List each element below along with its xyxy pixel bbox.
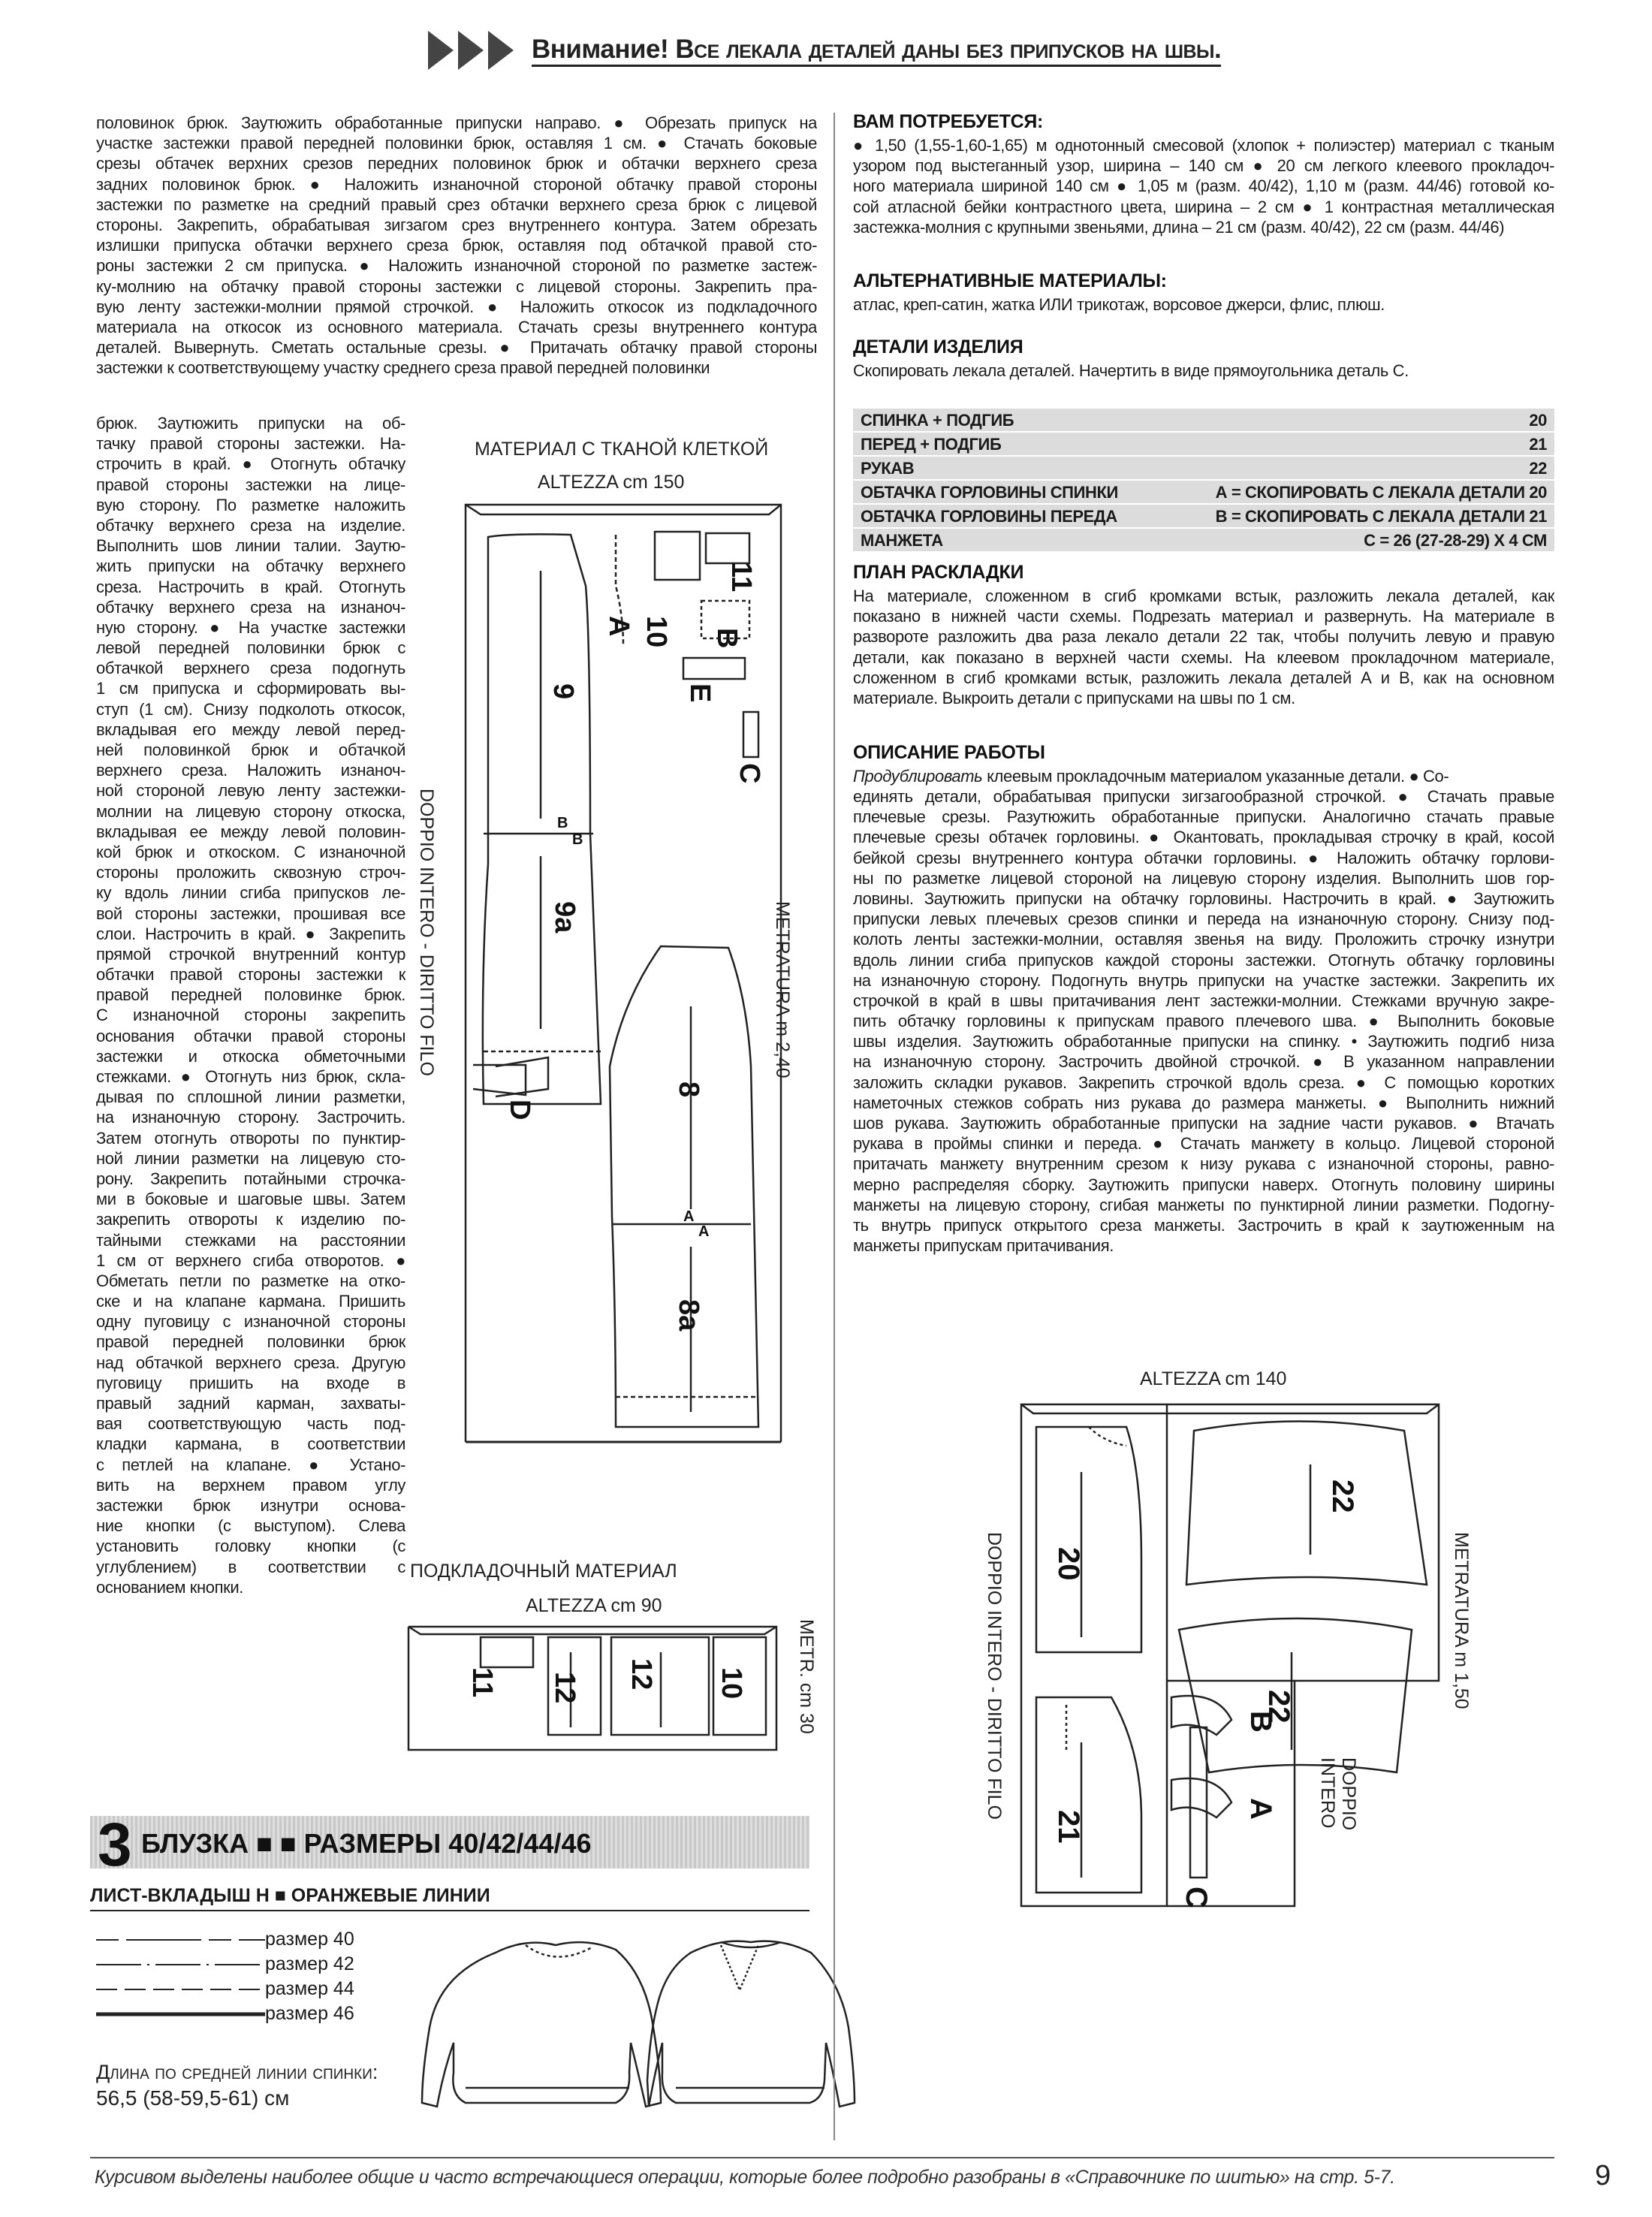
text-line: вую сторону. По разметке наложить (96, 495, 405, 514)
footer-divider (90, 2157, 1554, 2158)
text-line: обтачку верхнего среза на изнаноч- (96, 597, 405, 617)
table-cell-value: С = 26 (27-28-29) Х 4 СМ (1364, 531, 1547, 550)
piece-B: B (711, 628, 743, 649)
mark-B: B (572, 831, 583, 848)
text-line: пуговицу пришить на входе в (96, 1373, 405, 1392)
blouse-piece-A: A (1244, 1798, 1277, 1820)
text-line: наметочных стежков собрать низ рукава до размера манжеты. ● Выполнить нижний (853, 1093, 1554, 1112)
text-line: основанием кнопки. (96, 1577, 243, 1597)
text-line: плечевые срезы обтачек горловины. ● Окантовать, прокладывая строчку в край, косой (853, 828, 1554, 847)
text-line: дывая по сплошной линии разметки, (96, 1087, 405, 1107)
layout1-altezza: ALTEZZA cm 150 (538, 472, 685, 493)
footer-note: Курсивом выделены наиболее общие и часто встречающиеся операции, которые более подробно разобраны в «Справочнике по шитью» на стр. 5-7. (95, 2167, 1395, 2188)
text-line: ● 1,50 (1,55-1,60-1,65) м однотонный смесовой (хлопок + полиэстер) материал с тканым (853, 136, 1554, 155)
header-strong: Внимание! (532, 34, 669, 64)
table-cell-name: ОБТАЧКА ГОРЛОВИНЫ ПЕРЕДА (861, 507, 1117, 526)
table-cell-name: РУКАВ (861, 459, 915, 478)
text-line: стороны. Закрепить, обрабатывая зигзагом срез внутреннего контура. Затем обрезать (96, 215, 817, 234)
text-line: ступ (1 см). Снизу подколоть откосок, (96, 699, 405, 719)
text-line: кладки кармана, в соответствии (96, 1434, 405, 1454)
text-line: вую ленту застежки-молнии прямой строчкой. ● Наложить откосок из подкладочного (96, 297, 817, 316)
text-line: верхнего среза. Наложить изнаноч- (96, 761, 405, 780)
text-line: бейкой срезы внутреннего контура обтачки горловины. ● Наложить обтачку горлови- (853, 848, 1554, 867)
layout1-fold: DOPPIO INTERO - DIRITTO FILO (416, 789, 437, 1076)
text-line: жить припуски на обтачку верхнего (96, 557, 405, 576)
plan-title: ПЛАН РАСКЛАДКИ (853, 562, 1024, 583)
text-line: установить головку кнопки (с (96, 1537, 405, 1556)
table-cell-value: В = СКОПИРОВАТЬ С ЛЕКАЛА ДЕТАЛИ 21 (1215, 507, 1547, 526)
blouse-piece-22: 22 (1262, 1690, 1295, 1724)
text-line: шов рукава. Заутюжить обработанные припуски на задние части рукавов. ● Втачать (853, 1114, 1554, 1133)
text-line: ске и на клапане кармана. Пришить (96, 1292, 405, 1311)
text-line: вкладывая ее между левой половин- (96, 822, 405, 841)
piece-D: D (504, 1099, 535, 1121)
text-line: Скопировать лекала деталей. Начертить в виде прямоугольника деталь С. (853, 361, 1409, 380)
piece-8: 8 (673, 1081, 704, 1098)
text-line: вдоль линии сгиба припусков каждой стороны застежки. Отогнуть обтачку горловины (853, 950, 1554, 970)
text-line: правый задний карман, захваты- (96, 1394, 405, 1413)
table-cell-name: ОБТАЧКА ГОРЛОВИНЫ СПИНКИ (861, 483, 1118, 502)
text-line: на изнаночную сторону. Застрочить. (96, 1108, 405, 1127)
piece-A: A (603, 616, 635, 637)
layout3-doppio: DOPPIO (1338, 1757, 1359, 1831)
text-line: узором под выстеганный узор, ширина – 140 см ● 20 см легкого клеевого прокладоч- (853, 156, 1554, 176)
text-line: застежка-молния с крупными звеньями, длина – 21 см (разм. 40/42), 22 см (разм. 44/46) (853, 217, 1505, 237)
text-line: ной линии разметки на лицевую сто- (96, 1148, 405, 1168)
mark-B: B (557, 815, 568, 831)
text-line: притачать манжету внутренним срезом к низу рукава с изнаночной стороны, равно- (853, 1154, 1554, 1174)
text-line: прямой строчкой внутренний контур (96, 944, 405, 964)
table-cell-value: 22 (1529, 459, 1547, 478)
text-line: на изнаночную сторону. Застрочить двойной строчкой. ● В указанном направлении (853, 1052, 1554, 1072)
text-line: над обтачкой верхнего среза. Другую (96, 1353, 405, 1372)
text-line: ней половинкой брюк и обтачкой (96, 741, 405, 759)
text-line: застежки к соответствующему участку среднего среза правой передней половинки (96, 358, 710, 378)
text-line: правой передней половинке брюк. (96, 985, 405, 1005)
text-line: С изнаночной стороны закрепить (96, 1006, 405, 1025)
text-line: с петлей на клапане. ● Устано- (96, 1455, 405, 1474)
text-line: тайными стежками на расстоянии (96, 1230, 405, 1250)
text-line: ть внутрь припуск открытого среза манжеты. Застрочить в край к заутюженным на (853, 1215, 1554, 1235)
text-line: тачку правой стороны застежки. На- (96, 434, 405, 454)
work-title: ОПИСАНИЕ РАБОТЫ (853, 742, 1045, 763)
text-line: мерно распределяя сборку. Заутюжить припуски наверх. Отогнуть половину ширины (853, 1175, 1554, 1194)
layout1-metratura: METRATURA m 2,40 (772, 901, 793, 1078)
table-cell-name: ПЕРЕД + ПОДГИБ (861, 435, 1002, 454)
text-line: строчкой в край в швы притачивания лент застежки-молнии. Стежками вручную закре- (853, 991, 1554, 1010)
blouse-piece-21: 21 (1052, 1810, 1085, 1844)
text-line: вкладывая его между левой перед- (96, 719, 405, 739)
blouse-piece-20: 20 (1052, 1547, 1085, 1581)
text-line: одну пуговицу с изнаночной стороны (96, 1312, 405, 1332)
text-line: ную сторону. ● На участке застежки (96, 617, 405, 637)
text-line: Выполнить шов линии талии. Заутю- (96, 536, 405, 556)
work-first-italic: Продублировать (853, 767, 983, 786)
legend-size-46: размер 46 (265, 2003, 354, 2024)
text-line: закрепить отвороты к изделию по- (96, 1210, 405, 1229)
layout1-label: МАТЕРИАЛ С ТКАНОЙ КЛЕТКОЙ (475, 439, 769, 460)
text-line: обтачки правой стороны застежки к (96, 965, 405, 985)
text-line: пить обтачку горловины к припускам правого плечевого шва. ● Выполнить боковые (853, 1012, 1554, 1031)
text-line: 1 см припуска и сформировать вы- (96, 679, 405, 698)
text-line: сложенном в сгиб кромками встык, разложить лекала деталей А и В, как на основном (853, 668, 1554, 687)
text-line: материала на откосок из основного материала. Стачать срезы внутреннего контура (96, 317, 817, 336)
table-cell-value: 20 (1529, 411, 1547, 430)
mark-A: A (683, 1208, 695, 1225)
text-line: вить на верхнем правом углу (96, 1475, 405, 1495)
text-line: застежки по разметке на средний правый срез обтачки верхнего среза брюк с лицевой (96, 195, 817, 214)
blouse-piece-B: B (1244, 1711, 1277, 1733)
text-line: правой стороны застежки на лице- (96, 475, 405, 494)
text-line: ного материала шириной 140 см ● 1,05 м (разм. 40/42), 1,10 м (разм. 44/46) готовой ко- (853, 176, 1554, 196)
text-line: обтачкой верхнего среза подогнуть (96, 659, 405, 678)
text-line: сой атласной бейки контрастного цвета, ширина – 2 см ● 1 контрастная металлическая (853, 197, 1554, 216)
text-line: рону. Закрепить потайными строчка- (96, 1169, 405, 1188)
text-line: припуски левых плечевых срезов спинки и переда на изнаночную сторону. Снизу под- (853, 909, 1554, 929)
text-line: манжеты на лицевую сторону, сгибая манжеты по пунктирной линии разметки. Подогну- (853, 1195, 1554, 1214)
text-line: материале. Выкроить детали с припусками на швы по 1 см. (853, 688, 1295, 707)
table-cell-name: МАНЖЕТА (861, 531, 943, 550)
table-cell-name: СПИНКА + ПОДГИБ (861, 411, 1014, 430)
text-line: половинок брюк. Заутюжить обработанные припуски направо. ● Обрезать припуск на (96, 113, 817, 132)
text-line: ны по разметке лицевой стороной на лицевую сторону изделия. Выполнить шов гор- (853, 868, 1554, 888)
text-line: развороте разложить два раза лекало детали 22 так, чтобы получить левую и правую (853, 627, 1554, 647)
layout3-fold: DOPPIO INTERO - DIRITTO FILO (984, 1532, 1005, 1820)
piece-9: 9 (547, 683, 579, 700)
piece-11: 11 (725, 562, 757, 593)
layout2-metratura: METR. cm 30 (796, 1619, 817, 1734)
text-line: ми в боковые и шаговые швы. Затем (96, 1190, 405, 1209)
text-line: ловины. Заутюжить припуски на обтачку горловины. Настрочить в край. ● Заутюжить (853, 888, 1554, 908)
text-line: плечевые срезы. Разутюжить обработанные припуски. Аналогично стачать правые (853, 807, 1554, 827)
text-line: срезы обтачек верхних срезов передних половинок брюк и обтачки верхнего среза (96, 154, 817, 173)
text-line: заложить складки рукавов. Закрепить строчкой вдоль среза. ● С помощью коротких (853, 1072, 1554, 1092)
text-line: вой стороны застежки, прошивая все (96, 903, 405, 923)
text-line: швы изделия. Заутюжить обработанные припуски на спинку. • Заутюжить подгиб низа (853, 1032, 1554, 1051)
blouse-piece-22: 22 (1326, 1480, 1359, 1513)
legend-size-44: размер 44 (265, 1978, 354, 1999)
text-line: манжеты припускам притачивания. (853, 1236, 1114, 1256)
page-number: 9 (1595, 2160, 1611, 2191)
text-line: деталей. Вывернуть. Сметать остальные срезы. ● Притачать обтачку правой стороны (96, 338, 817, 357)
table-cell-value: 21 (1529, 435, 1547, 454)
details-title: ДЕТАЛИ ИЗДЕЛИЯ (853, 336, 1023, 357)
blouse-piece-C: C (1180, 1887, 1213, 1908)
text-line: стороны проложить сквозную строч- (96, 863, 405, 882)
text-line: строчить в край. ● Отогнуть обтачку (96, 454, 405, 474)
text-line: застежки брюк изнутри основа- (96, 1495, 405, 1515)
lining-piece-12: 12 (626, 1658, 657, 1691)
lining-piece-12: 12 (549, 1672, 580, 1704)
text-line: обтачку верхнего среза на изделие. (96, 515, 405, 535)
text-line: 1 см от верхнего сгиба отворотов. ● (96, 1250, 405, 1270)
text-line: ной стороной левую ленту застежки- (96, 781, 405, 801)
text-line: единять детали, обрабатывая припуски зигзагообразной строчкой. ● Стачать правые (853, 787, 1554, 806)
layout2-label: ПОДКЛАДОЧНЫЙ МАТЕРИАЛ (410, 1561, 677, 1582)
layout3-altezza: ALTEZZA cm 140 (1140, 1368, 1287, 1389)
layout3-intero: INTERO (1317, 1757, 1338, 1829)
text-line: участке застежки правой передней половинки брюк, оставляя 1 см. ● Стачать боковые (96, 134, 817, 153)
section3-sheet: ЛИСТ-ВКЛАДЫШ Н ■ ОРАНЖЕВЫЕ ЛИНИИ (90, 1885, 809, 1911)
text-line: детали, как показано в верхней части схемы. На клеевом прокладочном материале, (853, 647, 1554, 667)
layout2-altezza: ALTEZZA cm 90 (526, 1595, 662, 1616)
text-line: слои. Настрочить в край. ● Закрепить (96, 924, 405, 943)
legend-size-42: размер 42 (265, 1953, 354, 1974)
text-line: углублением) в соответствии с (96, 1557, 405, 1576)
section3-number: 3 (98, 1811, 132, 1879)
piece-10: 10 (641, 616, 672, 648)
text-line: среза. Настрочить в край. Отогнуть (96, 577, 405, 596)
text-line: Затем отогнуть отвороты по пунктир- (96, 1128, 405, 1148)
text-line: стежками. ● Отогнуть низ брюк, скла- (96, 1067, 405, 1086)
layout3-metratura: METRATURA m 1,50 (1451, 1532, 1472, 1709)
text-line: левой передней половинки брюк с (96, 638, 405, 658)
text-line: брюк. Заутюжить припуски на об- (96, 414, 405, 433)
header-rest: Все лекала деталей даны без припусков на швы. (675, 34, 1222, 64)
table-cell-value: А = СКОПИРОВАТЬ С ЛЕКАЛА ДЕТАЛИ 20 (1215, 483, 1547, 502)
text-line: вая соответствующую часть под- (96, 1414, 405, 1434)
text-line: основания обтачки правой стороны (96, 1026, 405, 1045)
lining-piece-10: 10 (716, 1667, 747, 1700)
text-line: колоть ленты застежки-молнии, оставляя звенья на виду. Проложить строчку изнутри (853, 930, 1554, 949)
text-line: ние кнопки (с выступом). Слева (96, 1516, 405, 1536)
text-line: роны застежки 2 см припуска. ● Наложить изнаночной стороной по разметке застеж- (96, 256, 817, 276)
text-line: ку-молнию на обтачку правой стороны застежки с лицевой стороны. Закрепить пра- (96, 276, 817, 296)
lining-piece-11: 11 (466, 1667, 498, 1698)
text-line: на изнаночную сторону. Подогнуть внутрь припуски на участке застежки. Закрепить их (853, 970, 1554, 990)
text-line: атлас, креп-сатин, жатка ИЛИ трикотаж, ворсовое джерси, флис, плюш. (853, 295, 1385, 314)
text-line: молнии на лицевую сторону откоска, (96, 801, 405, 821)
length-label: Длина по средней линии спинки: (96, 2061, 378, 2083)
need-title: ВАМ ПОТРЕБУЕТСЯ: (853, 111, 1044, 132)
text-line: застежки и откоска обметочными (96, 1046, 405, 1066)
text-line: кой брюк и откоском. С изнаночной (96, 842, 405, 861)
alt-title: АЛЬТЕРНАТИВНЫЕ МАТЕРИАЛЫ: (853, 270, 1167, 291)
length-value: 56,5 (58-59,5-61) см (96, 2086, 290, 2110)
text-line: правой передней половинки брюк (96, 1332, 405, 1352)
text-line: излишки припуска обтачки верхнего среза брюк, оставляя под обтачкой правой сто- (96, 236, 817, 255)
work-first-rest: клеевым прокладочным материалом указанные детали. ● Со- (982, 767, 1449, 786)
mark-A: A (698, 1223, 710, 1240)
piece-E: E (684, 683, 716, 703)
legend-size-40: размер 40 (265, 1929, 354, 1950)
section3-title: БЛУЗКА ■ ■ РАЗМЕРЫ 40/42/44/46 (141, 1828, 592, 1859)
piece-9a: 9a (549, 901, 580, 934)
text-line: На материале, сложенном в сгиб кромками встык, разложить лекала деталей, как (853, 587, 1554, 605)
text-line: задних половинок брюк. ● Наложить изнаночной стороной обтачку правой стороны (96, 174, 817, 194)
text-line: Обметать петли по разметке на отко- (96, 1271, 405, 1290)
piece-8a: 8a (673, 1299, 704, 1332)
piece-C: C (734, 763, 765, 784)
text-line: ку вдоль линии сгиба припусков ле- (96, 883, 405, 903)
text-line: рукава в проймы спинки и переда. ● Стачать манжету в кольцо. Лицевой стороной (853, 1134, 1554, 1154)
text-line: показано в нижней части схемы. Подрезать материал и развернуть. На материале в (853, 607, 1554, 626)
